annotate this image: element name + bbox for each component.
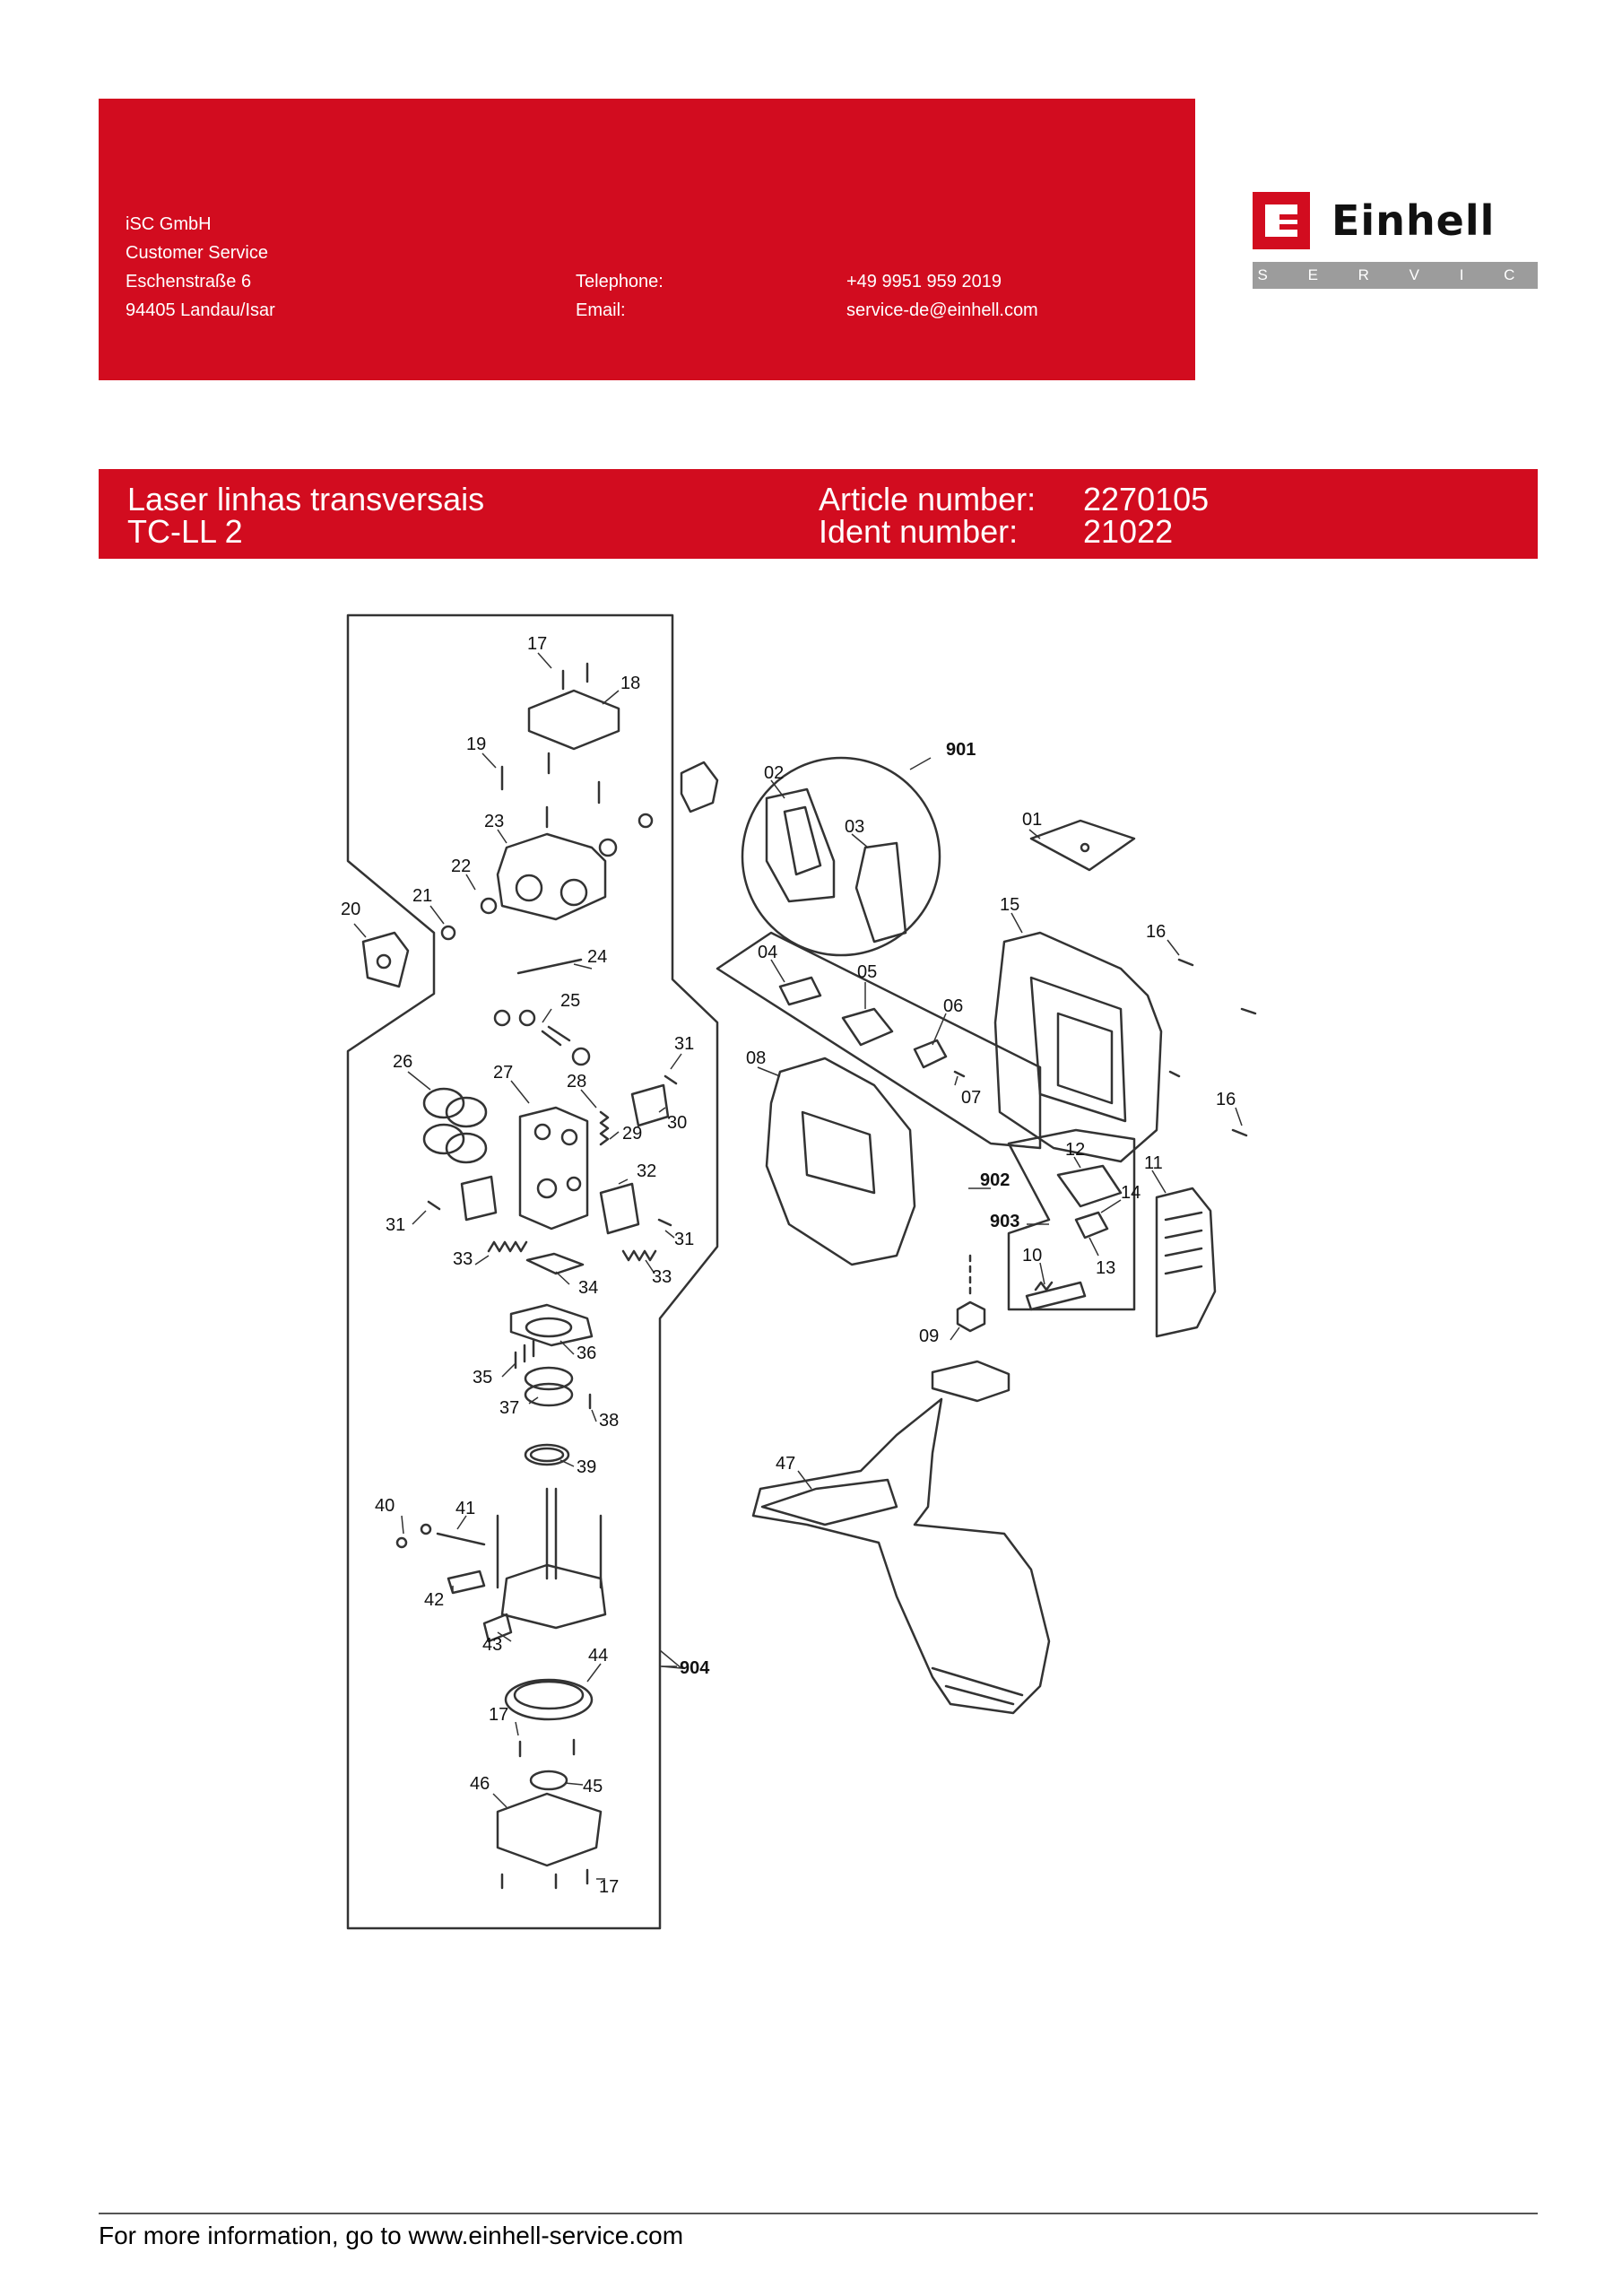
part-label: 46 [470, 1774, 490, 1794]
company-name: iSC GmbH [126, 214, 212, 234]
logo-tagline: S E R V I C E [1253, 262, 1538, 289]
group-label: 904 [680, 1658, 710, 1678]
part-label: 06 [943, 996, 964, 1016]
part-label: 08 [746, 1048, 767, 1068]
part-label: 38 [599, 1411, 620, 1431]
footer-info: For more information, go to www.einhell-service.com [99, 2222, 684, 2249]
product-name: Laser linhas transversais [127, 481, 485, 517]
part-label: 20 [341, 900, 361, 919]
group-label: 901 [946, 740, 976, 760]
telephone-label: Telephone: [576, 272, 664, 291]
part-label: 13 [1096, 1258, 1116, 1278]
company-street: Eschenstraße 6 [126, 272, 252, 291]
ident-number-value: 21022 [1083, 513, 1174, 550]
company-city: 94405 Landau/Isar [126, 300, 275, 320]
part-label: 37 [499, 1398, 520, 1418]
part-label: 45 [583, 1777, 603, 1796]
part-label: 35 [473, 1368, 493, 1387]
footer-divider [99, 2213, 1538, 2214]
part-label: 12 [1065, 1140, 1086, 1160]
part-label: 16 [1216, 1090, 1236, 1109]
part-label: 43 [482, 1635, 503, 1655]
part-label: 31 [386, 1215, 406, 1235]
group-label: 902 [980, 1170, 1010, 1190]
part-label: 14 [1121, 1183, 1141, 1203]
part-label: 19 [466, 735, 487, 754]
part-label: 40 [375, 1496, 395, 1516]
part-label: 01 [1022, 810, 1043, 830]
part-label: 29 [622, 1124, 643, 1144]
part-label: 36 [577, 1344, 597, 1363]
email-label: Email: [576, 300, 626, 320]
part-label: 07 [961, 1088, 982, 1108]
part-label: 26 [393, 1052, 413, 1072]
part-label: 11 [1144, 1153, 1163, 1173]
part-label: 15 [1000, 895, 1020, 915]
group-labels [680, 740, 1019, 1678]
part-label: 09 [919, 1326, 940, 1346]
logo-brand: Einhell [1331, 196, 1496, 245]
part-label: 25 [560, 991, 581, 1011]
group-901-outline [742, 758, 940, 955]
company-department: Customer Service [126, 243, 268, 263]
email-value: service-de@einhell.com [846, 300, 1038, 320]
part-label: 17 [489, 1705, 509, 1725]
article-number-label: Article number: [819, 481, 1037, 517]
part-label: 33 [652, 1267, 672, 1287]
part-label: 18 [620, 674, 641, 693]
ident-number-label: Ident number: [819, 513, 1019, 550]
article-number-value: 2270105 [1083, 481, 1210, 517]
part-label: 34 [578, 1278, 599, 1298]
part-label: 42 [424, 1590, 445, 1610]
group-902-outline [717, 933, 1040, 1148]
part-label: 10 [1022, 1246, 1043, 1265]
telephone-value: +49 9951 959 2019 [846, 272, 1002, 291]
part-label: 32 [637, 1161, 657, 1181]
group-label: 903 [990, 1212, 1020, 1231]
part-label: 47 [776, 1454, 796, 1474]
part-label: 22 [451, 857, 472, 876]
part-label: 28 [567, 1072, 587, 1091]
part-label: 21 [412, 886, 433, 906]
part-label: 31 [674, 1034, 695, 1054]
part-label: 04 [758, 943, 778, 962]
part-label: 44 [588, 1646, 609, 1665]
part-label: 17 [527, 634, 548, 654]
part-label: 33 [453, 1249, 473, 1269]
part-label: 23 [484, 812, 505, 831]
part-label: 17 [599, 1877, 620, 1897]
part-label: 27 [493, 1063, 514, 1083]
part-labels [341, 634, 1236, 1897]
product-model: TC-LL 2 [127, 513, 243, 550]
part-label: 03 [845, 817, 865, 837]
part-label: 41 [455, 1499, 476, 1518]
part-label: 31 [674, 1230, 695, 1249]
part-label: 16 [1146, 922, 1167, 942]
part-label: 30 [667, 1113, 688, 1133]
part-label: 02 [764, 763, 785, 783]
part-label: 39 [577, 1457, 597, 1477]
part-label: 24 [587, 947, 608, 967]
part-label: 05 [857, 962, 878, 982]
